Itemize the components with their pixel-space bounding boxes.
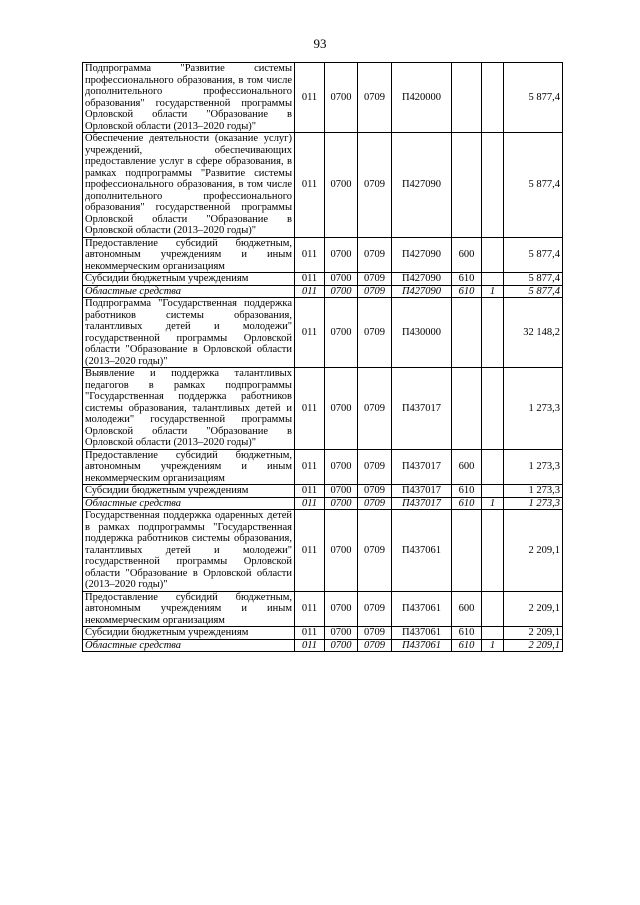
- source-code: [482, 273, 504, 286]
- expense-code: 610: [452, 273, 482, 286]
- row-name: Выявление и поддержка талантливых педагогов в рамках подпрограммы "Государственная поддержка работников системы образования, талантливых детей и молодежи" государственной программы Орловской области "Образование в Орловской области (2013–2020 годы)": [83, 368, 295, 450]
- table-row: [83, 63, 563, 133]
- expense-code: 610: [452, 639, 482, 652]
- table-row: [83, 273, 563, 286]
- target-code: П437061: [392, 627, 452, 640]
- subsection-code: 0709: [358, 273, 392, 286]
- subsection-code: 0709: [358, 285, 392, 298]
- table-row: [83, 627, 563, 640]
- table-row: [83, 591, 563, 627]
- table-row: [83, 133, 563, 238]
- amount: 2 209,1: [504, 510, 563, 592]
- source-code: [482, 449, 504, 485]
- table-row: [83, 237, 563, 273]
- amount: 2 209,1: [504, 591, 563, 627]
- expense-code: [452, 510, 482, 592]
- source-code: [482, 368, 504, 450]
- amount: 5 877,4: [504, 133, 563, 238]
- target-code: П430000: [392, 298, 452, 368]
- admin-code: 011: [295, 497, 325, 510]
- section-code: 0700: [325, 368, 358, 450]
- admin-code: 011: [295, 591, 325, 627]
- section-code: 0700: [325, 591, 358, 627]
- amount: 2 209,1: [504, 639, 563, 652]
- table-row: [83, 449, 563, 485]
- table-row: [83, 368, 563, 450]
- amount: 5 877,4: [504, 273, 563, 286]
- admin-code: 011: [295, 133, 325, 238]
- section-code: 0700: [325, 449, 358, 485]
- table-row: [83, 285, 563, 298]
- subsection-code: 0709: [358, 639, 392, 652]
- target-code: П420000: [392, 63, 452, 133]
- subsection-code: 0709: [358, 485, 392, 498]
- amount: 1 273,3: [504, 368, 563, 450]
- target-code: П437017: [392, 485, 452, 498]
- subsection-code: 0709: [358, 591, 392, 627]
- section-code: 0700: [325, 273, 358, 286]
- row-name: Обеспечение деятельности (оказание услуг) учреждений, обеспечивающих предоставление услуг в сфере образования, в рамках подпрограммы "Развитие системы профессионального образования, в том числе дополнительного профессионального образования" государственной программы Орловской области "Образование в Орловской области (2013–2020 годы)": [83, 133, 295, 238]
- amount: 5 877,4: [504, 285, 563, 298]
- admin-code: 011: [295, 485, 325, 498]
- section-code: 0700: [325, 285, 358, 298]
- row-name: Областные средства: [83, 285, 295, 298]
- target-code: П437061: [392, 639, 452, 652]
- subsection-code: 0709: [358, 627, 392, 640]
- admin-code: 011: [295, 298, 325, 368]
- target-code: П427090: [392, 285, 452, 298]
- table-row: [83, 485, 563, 498]
- target-code: П437017: [392, 449, 452, 485]
- target-code: П427090: [392, 273, 452, 286]
- target-code: П437017: [392, 497, 452, 510]
- row-name: Субсидии бюджетным учреждениям: [83, 273, 295, 286]
- section-code: 0700: [325, 510, 358, 592]
- section-code: 0700: [325, 485, 358, 498]
- expense-code: 610: [452, 497, 482, 510]
- expense-code: 610: [452, 285, 482, 298]
- section-code: 0700: [325, 497, 358, 510]
- source-code: [482, 63, 504, 133]
- table-row: [83, 497, 563, 510]
- subsection-code: 0709: [358, 237, 392, 273]
- expense-code: 610: [452, 485, 482, 498]
- row-name: Субсидии бюджетным учреждениям: [83, 627, 295, 640]
- row-name: Государственная поддержка одаренных детей в рамках подпрограммы "Государственная поддержка работников системы образования, талантливых детей и молодежи" государственной программы Орловской области "Образование в Орловской области (2013–2020 годы)": [83, 510, 295, 592]
- source-code: [482, 133, 504, 238]
- subsection-code: 0709: [358, 133, 392, 238]
- table-row: [83, 510, 563, 592]
- admin-code: 011: [295, 627, 325, 640]
- row-name: Подпрограмма "Развитие системы профессионального образования, в том числе дополнительного профессионального образования" государственной программы Орловской области "Образование в Орловской области (2013–2020 годы)": [83, 63, 295, 133]
- source-code: 1: [482, 639, 504, 652]
- admin-code: 011: [295, 273, 325, 286]
- amount: 5 877,4: [504, 63, 563, 133]
- amount: 1 273,3: [504, 497, 563, 510]
- source-code: 1: [482, 497, 504, 510]
- amount: 5 877,4: [504, 237, 563, 273]
- row-name: Субсидии бюджетным учреждениям: [83, 485, 295, 498]
- admin-code: 011: [295, 63, 325, 133]
- admin-code: 011: [295, 368, 325, 450]
- page-number: 93: [313, 36, 327, 51]
- amount: 2 209,1: [504, 627, 563, 640]
- row-name: Предоставление субсидий бюджетным, автономным учреждениям и иным некоммерческим организациям: [83, 237, 295, 273]
- expense-code: [452, 133, 482, 238]
- amount: 32 148,2: [504, 298, 563, 368]
- source-code: [482, 510, 504, 592]
- source-code: [482, 591, 504, 627]
- source-code: [482, 627, 504, 640]
- expense-code: 600: [452, 591, 482, 627]
- section-code: 0700: [325, 298, 358, 368]
- source-code: 1: [482, 285, 504, 298]
- target-code: П427090: [392, 237, 452, 273]
- source-code: [482, 485, 504, 498]
- row-name: Предоставление субсидий бюджетным, автономным учреждениям и иным некоммерческим организациям: [83, 591, 295, 627]
- expense-code: [452, 368, 482, 450]
- source-code: [482, 298, 504, 368]
- admin-code: 011: [295, 237, 325, 273]
- target-code: П437061: [392, 591, 452, 627]
- subsection-code: 0709: [358, 449, 392, 485]
- section-code: 0700: [325, 133, 358, 238]
- table-row: [83, 639, 563, 652]
- expense-code: [452, 63, 482, 133]
- expense-code: 600: [452, 237, 482, 273]
- section-code: 0700: [325, 237, 358, 273]
- admin-code: 011: [295, 449, 325, 485]
- expense-code: 600: [452, 449, 482, 485]
- section-code: 0700: [325, 639, 358, 652]
- admin-code: 011: [295, 285, 325, 298]
- admin-code: 011: [295, 510, 325, 592]
- subsection-code: 0709: [358, 510, 392, 592]
- subsection-code: 0709: [358, 63, 392, 133]
- subsection-code: 0709: [358, 497, 392, 510]
- budget-table: [82, 62, 563, 652]
- target-code: П427090: [392, 133, 452, 238]
- row-name: Областные средства: [83, 639, 295, 652]
- amount: 1 273,3: [504, 449, 563, 485]
- expense-code: 610: [452, 627, 482, 640]
- table-body: [83, 63, 563, 652]
- admin-code: 011: [295, 639, 325, 652]
- target-code: П437017: [392, 368, 452, 450]
- subsection-code: 0709: [358, 298, 392, 368]
- section-code: 0700: [325, 627, 358, 640]
- source-code: [482, 237, 504, 273]
- target-code: П437061: [392, 510, 452, 592]
- expense-code: [452, 298, 482, 368]
- row-name: Предоставление субсидий бюджетным, автономным учреждениям и иным некоммерческим организациям: [83, 449, 295, 485]
- subsection-code: 0709: [358, 368, 392, 450]
- section-code: 0700: [325, 63, 358, 133]
- row-name: Подпрограмма "Государственная поддержка работников системы образования, талантливых детей и молодежи" государственной программы Орловской области "Образование в Орловской области (2013–2020 годы)": [83, 298, 295, 368]
- amount: 1 273,3: [504, 485, 563, 498]
- row-name: Областные средства: [83, 497, 295, 510]
- table-row: [83, 298, 563, 368]
